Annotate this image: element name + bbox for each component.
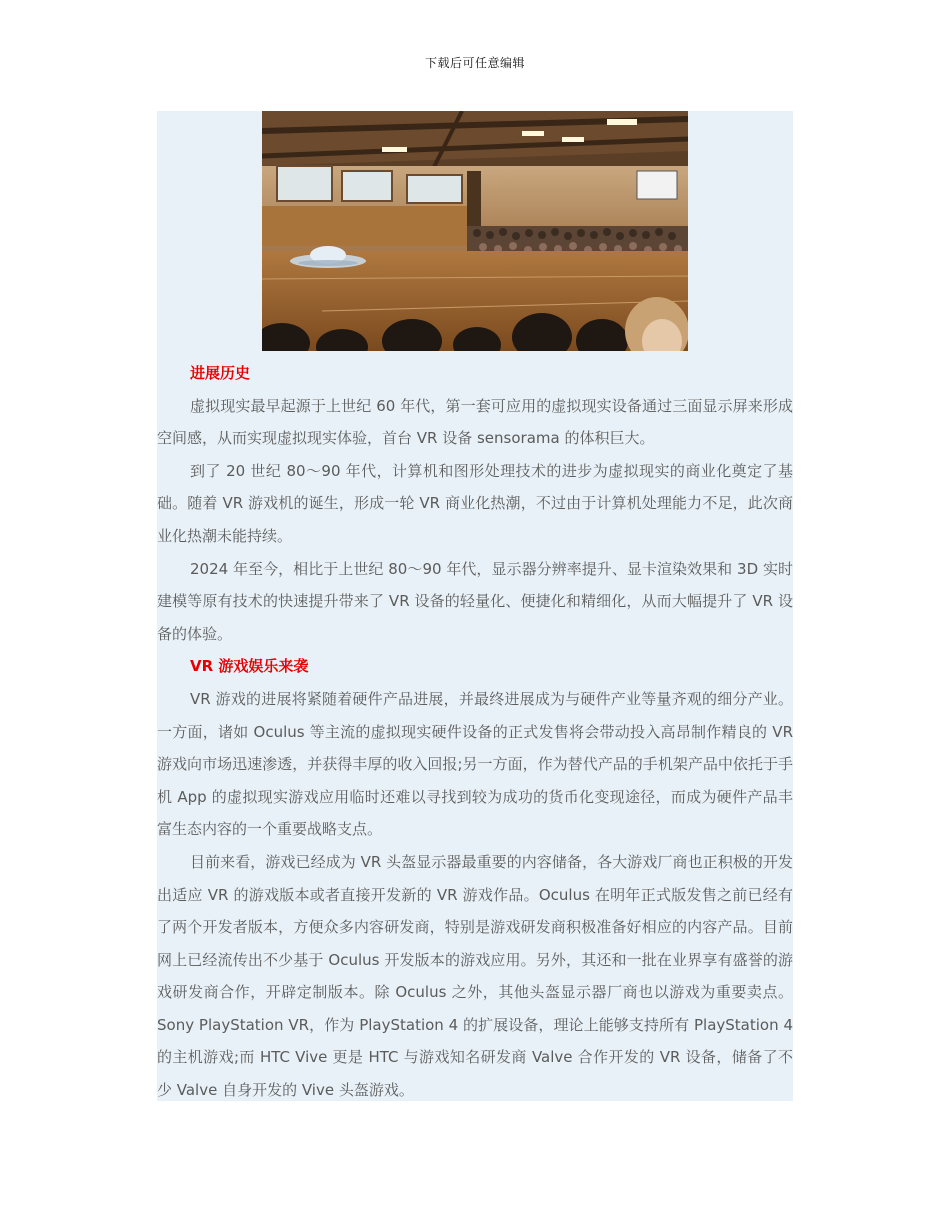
article-panel bbox=[157, 111, 793, 1101]
section-heading-vr-games: VR 游戏娱乐来袭 bbox=[190, 657, 309, 676]
page-header: 下载后可任意编辑 bbox=[424, 56, 525, 70]
paragraph: 到了 20 世纪 80～90 年代，计算机和图形处理技术的进步为虚拟现实的商业化奠定了基础。随着 VR 游戏机的诞生，形成一轮 VR 商业化热潮，不过由于计算机处理能力不足，此次商业化热潮未能持续。 bbox=[157, 461, 793, 545]
paragraph: 2024 年至今，相比于上世纪 80～90 年代，显示器分辨率提升、显卡渲染效果和 3D 实时建模等原有技术的快速提升带来了 VR 设备的轻量化、便捷化和精细化，从而大幅提升了 VR 设备的体验。 bbox=[157, 559, 793, 643]
section-heading-history: 进展历史 bbox=[190, 364, 251, 382]
paragraph: VR 游戏的进展将紧随着硬件产品进展，并最终进展成为与硬件产业等量齐观的细分产业。 一方面，诸如 Oculus 等主流的虚拟现实硬件设备的正式发售将会带动投入高昂制作精良的 VR 游戏向市场迅速渗透，并获得丰厚的收入回报;另一方面，作为替代产品的手机架产品中依托于手机 App 的虚拟现实游戏应用临时还难以寻找到较为成功的货币化变现途径，而成为硬件产品丰富生态内容的一个重要战略支点。 bbox=[157, 689, 793, 839]
article-body bbox=[157, 357, 793, 1107]
gymnasium-photo bbox=[262, 111, 688, 351]
paragraph: 虚拟现实最早起源于上世纪 60 年代，第一套可应用的虚拟现实设备通过三面显示屏来形成空间感，从而实现虚拟现实体验，首台 VR 设备 sensorama 的体积巨大。 bbox=[157, 396, 793, 448]
paragraph: 目前来看，游戏已经成为 VR 头盔显示器最重要的内容储备，各大游戏厂商也正积极的开发出适应 VR 的游戏版本或者直接开发新的 VR 游戏作品。Oculus 在明年正式版发售之前已经有了两个开发者版本，方便众多内容研发商，特别是游戏研发商积极准备好相应的内容产品。目前网上已经流传出不少基于 Oculus 开发版本的游戏应用。另外，其还和一批在业界享有盛誉的游戏研发商合作，开辟定制版本。除 Oculus 之外，其他头盔显示器厂商也以游戏为重要卖点。Sony PlayStation VR，作为 PlayStation 4 的扩展设备，理论上能够支持所有 PlayStation 4 的主机游戏;而 HTC Vive 更是 HTC 与游戏知名研发商 Valve 合作开发的 VR 设备，储备了不少 Valve 自身开发的 Vive 头盔游戏。 bbox=[157, 852, 793, 1100]
